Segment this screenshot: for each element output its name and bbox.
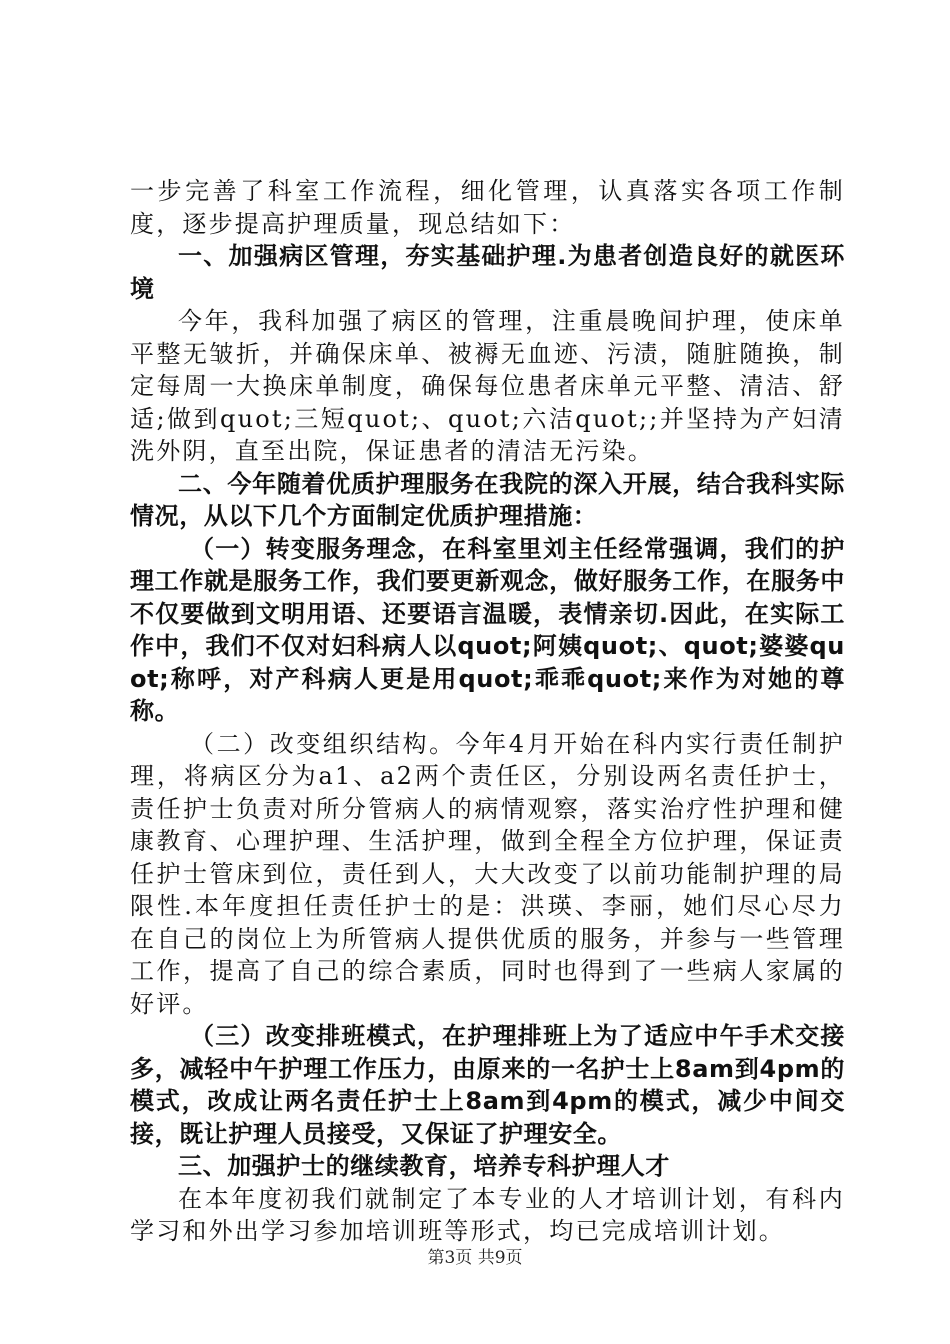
- paragraph-ward-management: 今年，我科加强了病区的管理，注重晨晚间护理，使床单平整无皱折，并确保床单、被褥无血迹、污渍，随脏随换，制定每周一大换床单制度，确保每位患者床单元平整、清洁、舒适;做到quot;三短quot;、quot;六洁quot;;并坚持为产妇清洗外阴，直至出院，保证患者的清洁无污染。: [130, 307, 845, 465]
- section-heading-3: 三、加强护士的继续教育，培养专科护理人才: [178, 1152, 670, 1180]
- document-body: [130, 175, 845, 1248]
- paragraph-organization-structure: （二）改变组织结构。今年4月开始在科内实行责任制护理，将病区分为a1、a2两个责任区，分别设两名责任护士，责任护士负责对所分管病人的病情观察，落实治疗性护理和健康教育、心理护理、生活护理，做到全程全方位护理，保证责任护士管床到位，责任到人，大大改变了以前功能制护理的局限性.本年度担任责任护士的是：洪瑛、李丽，她们尽心尽力在自己的岗位上为所管病人提供优质的服务，并参与一些管理工作，提高了自己的综合素质，同时也得到了一些病人家属的好评。: [130, 729, 845, 1018]
- section-heading-1: 一、加强病区管理，夯实基础护理.为患者创造良好的就医环境: [130, 242, 845, 303]
- paragraph-intro-continuation: 一步完善了科室工作流程，细化管理，认真落实各项工作制度，逐步提高护理质量，现总结如下：: [130, 177, 845, 238]
- paragraph-scheduling-mode: （三）改变排班模式，在护理排班上为了适应中午手术交接多，减轻中午护理工作压力，由原来的一名护士上8am到4pm的模式，改成让两名责任护士上8am到4pm的模式，减少中间交接，既让护理人员接受，又保证了护理安全。: [130, 1022, 845, 1148]
- page-number-footer: 第3页 共9页: [427, 1248, 523, 1268]
- paragraph-service-concept: （一）转变服务理念，在科室里刘主任经常强调，我们的护理工作就是服务工作，我们要更新观念，做好服务工作，在服务中不仅要做到文明用语、还要语言温暖，表情亲切.因此，在实际工作中，我们不仅对妇科病人以quot;阿姨quot;、quot;婆婆quot;称呼，对产科病人更是用quot;乖乖quot;来作为对她的尊称。: [130, 534, 845, 725]
- section-heading-2: 二、今年随着优质护理服务在我院的深入开展，结合我科实际情况，从以下几个方面制定优质护理措施：: [130, 469, 845, 530]
- paragraph-training-plan: 在本年度初我们就制定了本专业的人才培训计划，有科内学习和外出学习参加培训班等形式，均已完成培训计划。: [130, 1184, 845, 1245]
